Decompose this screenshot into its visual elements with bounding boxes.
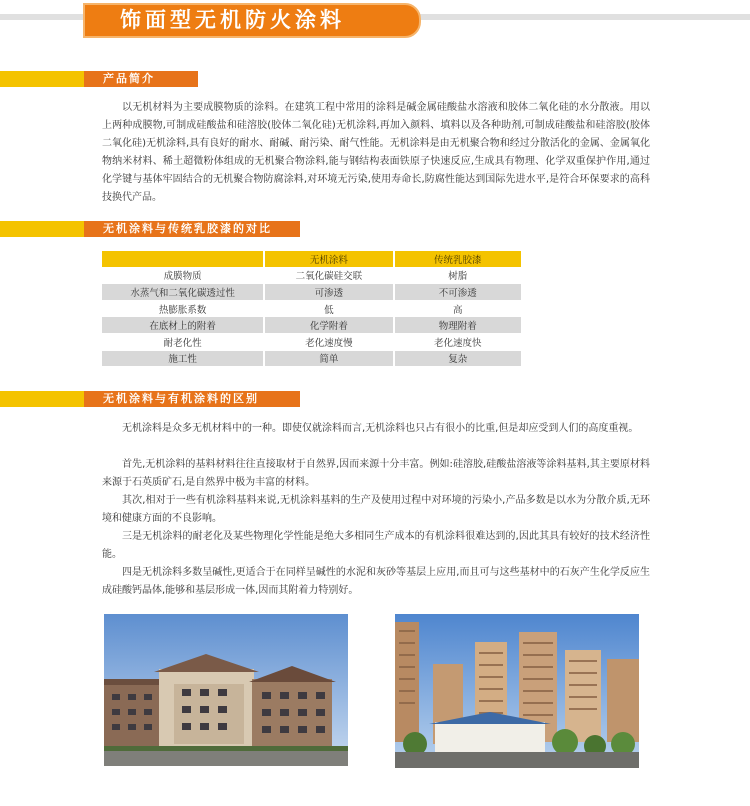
table-cell: 物理附着 bbox=[393, 317, 521, 334]
table-cell: 复杂 bbox=[393, 351, 521, 368]
difference-paragraph-5: 四是无机涂料多数呈碱性,更适合于在同样呈碱性的水泥和灰砂等基层上应用,而且可与这些基材中的石灰产生化学反应生成硅酸钙晶体,能够和基层形成一体,因而其附着力特别好。 bbox=[102, 567, 650, 596]
building-photo-left-image bbox=[104, 614, 348, 766]
section-header-intro bbox=[0, 71, 198, 87]
table-cell: 二氧化碳硅交联 bbox=[263, 268, 392, 285]
table-header-cell: 传统乳胶漆 bbox=[393, 251, 521, 268]
table-row bbox=[102, 334, 521, 351]
section-header-difference bbox=[0, 391, 300, 407]
table-cell: 低 bbox=[263, 301, 392, 318]
table-cell: 老化速度慢 bbox=[263, 334, 392, 351]
page-title: 饰面型无机防火涂料 bbox=[120, 8, 345, 32]
building-photo-right-image bbox=[395, 614, 639, 768]
table-cell: 高 bbox=[393, 301, 521, 318]
table-row bbox=[102, 268, 521, 285]
difference-paragraph-3: 其次,相对于一些有机涂料基料来说,无机涂料基料的生产及使用过程中对环境的污染小,产品多数是以水为分散介质,无环境和健康方面的不良影响。 bbox=[102, 495, 650, 524]
section-title-intro: 产品简介 bbox=[103, 72, 155, 85]
table-row bbox=[102, 284, 521, 301]
difference-paragraph-1: 无机涂料是众多无机材料中的一种。即使仅就涂料而言,无机涂料也只占有很小的比重,但是却应受到人们的高度重视。 bbox=[122, 423, 639, 434]
table-cell: 耐老化性 bbox=[102, 334, 263, 351]
table-header-row bbox=[102, 251, 521, 268]
table-cell: 热膨胀系数 bbox=[102, 301, 263, 318]
table-header-cell: 无机涂料 bbox=[263, 251, 392, 268]
difference-paragraph-4: 三是无机涂料的耐老化及某些物理化学性能是绝大多相同生产成本的有机涂料很难达到的,因此其具有较好的技术经济性能。 bbox=[102, 531, 650, 560]
table-cell: 可渗透 bbox=[263, 284, 392, 301]
table-cell: 不可渗透 bbox=[393, 284, 521, 301]
table-cell: 老化速度快 bbox=[393, 334, 521, 351]
table-cell: 化学附着 bbox=[263, 317, 392, 334]
page-header bbox=[0, 0, 750, 40]
building-photo-right bbox=[395, 614, 639, 768]
difference-paragraph-2: 首先,无机涂料的基料材料往往直接取材于自然界,因而来源十分丰富。例如:硅溶胶,硅酸盐溶液等涂料基料,其主要原材料来源于石英质矿石,是自然界中极为丰富的材料。 bbox=[102, 459, 650, 488]
section-header-compare bbox=[0, 221, 300, 237]
table-row bbox=[102, 351, 521, 368]
building-photo-left bbox=[104, 614, 348, 766]
table-cell: 简单 bbox=[263, 351, 392, 368]
section-title-difference: 无机涂料与有机涂料的区别 bbox=[103, 392, 259, 405]
table-row bbox=[102, 301, 521, 318]
table-cell: 成膜物质 bbox=[102, 268, 263, 285]
table-cell: 在底材上的附着 bbox=[102, 317, 263, 334]
comparison-table bbox=[102, 251, 521, 367]
table-cell: 树脂 bbox=[393, 268, 521, 285]
table-cell: 水蒸气和二氧化碳透过性 bbox=[102, 284, 263, 301]
table-header-cell bbox=[102, 251, 263, 268]
section-title-compare: 无机涂料与传统乳胶漆的对比 bbox=[103, 222, 272, 235]
table-row bbox=[102, 317, 521, 334]
intro-paragraph: 以无机材料为主要成膜物质的涂料。在建筑工程中常用的涂料是碱金属硅酸盐水溶液和胶体二氧化硅的水分散液。用以上两种成膜物,可制成硅酸盐和硅溶胶(胶体二氧化硅)无机涂料,再加入颜料、填料以及各种助剂,可制成硅酸盐和硅溶胶(胶体二氧化硅)无机涂料,具有良好的耐水、耐碱、耐污染、耐气性能。无机涂料是由无机聚合物和经过分散活化的金属、金属氧化物纳米材料、稀土超微粉体组成的无机聚合物涂料,能与钢结构表面铁原子快速反应,生成具有物理、化学双重保护作用,通过化学键与基体牢固结合的无机聚合物防腐涂料,对环境无污染,使用寿命长,防腐性能达到国际先进水平,是符合环保要求的高科技换代产品。 bbox=[102, 102, 650, 203]
table-cell: 施工性 bbox=[102, 351, 263, 368]
